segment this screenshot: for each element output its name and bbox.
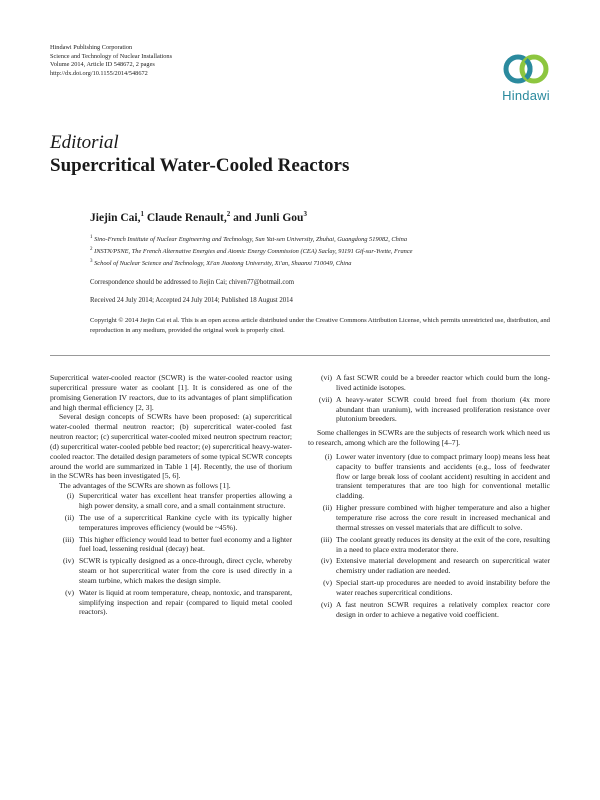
affiliation-sup: 2 bbox=[90, 246, 93, 252]
list-item bbox=[308, 452, 550, 501]
advantages-list bbox=[50, 491, 292, 617]
affiliation-text: Sino-French Institute of Nuclear Engineering and Technology, Sun Yat-sen University, Zhuhai, Guangdong 519082, China bbox=[92, 236, 408, 244]
challenges-list bbox=[308, 452, 550, 620]
list-item bbox=[308, 503, 550, 533]
list-text: A heavy-water SCWR could breed fuel from thorium (4x more abundant than uranium), with increased proliferation resistance over plutonium breeders. bbox=[336, 394, 550, 424]
paragraph: Supercritical water-cooled reactor (SCWR) is the water-cooled reactor using supercritical pressure water as coolant [1]. It is considered as one of the promising Generation IV reactors, due to its advantages of plant simplification and high thermal efficiency [2, 3]. bbox=[50, 373, 292, 412]
list-number: (iii) bbox=[320, 534, 332, 544]
publication-dates: Received 24 July 2014; Accepted 24 July 2014; Published 18 August 2014 bbox=[90, 297, 293, 304]
list-number: (iv) bbox=[321, 556, 332, 566]
list-number: (ii) bbox=[322, 503, 332, 513]
list-number: (ii) bbox=[64, 512, 74, 522]
affiliation-text: School of Nuclear Science and Technology, Xi'an Jiaotong University, Xi'an, Shaanxi 710049, China bbox=[92, 259, 352, 267]
article-title: Supercritical Water-Cooled Reactors bbox=[50, 155, 350, 176]
correspondence: Correspondence should be addressed to Jiejin Cai; chiven77@hotmail.com bbox=[90, 279, 295, 286]
list-number: (vi) bbox=[321, 373, 332, 382]
list-number: (iv) bbox=[63, 556, 74, 566]
article-type: Editorial bbox=[50, 132, 119, 153]
list-item bbox=[50, 491, 292, 511]
list-item bbox=[50, 556, 292, 586]
list-item bbox=[50, 513, 292, 533]
list-text: The coolant greatly reduces its density at the exit of the core, resulting in a need to place extra moderator there. bbox=[336, 534, 550, 554]
list-item bbox=[50, 535, 292, 555]
body-column-right bbox=[308, 373, 550, 621]
list-text: A fast SCWR could be a breeder reactor which could burn the long-lived actinide isotopes. bbox=[336, 373, 550, 392]
list-number: (i) bbox=[66, 491, 74, 501]
list-text: A fast neutron SCWR requires a relatively complex reactor core design in order to achieve a negative void coefficient. bbox=[336, 599, 550, 619]
list-text: Higher pressure combined with higher temperature and also a higher temperature rise across the core result in increased mechanical and thermal stresses on vessel materials that are difficult to solve. bbox=[336, 503, 550, 532]
journal-header bbox=[50, 44, 172, 78]
volume-info: Volume 2014, Article ID 548672, 2 pages bbox=[50, 61, 155, 69]
list-item bbox=[308, 395, 550, 425]
list-text: Lower water inventory (due to compact primary loop) means less heat capacity to buffer transients and accidents (e.g., loss of feedwater flow or large break loss of coolant accident) resulting in accident and transient temperatures that are too high for conventional metallic cladding. bbox=[336, 451, 550, 501]
affiliation-text: INSTN/PSNE, The French Alternative Energies and Atomic Energy Commission (CEA) Saclay, 91191 Gif-sur-Yvette, France bbox=[92, 248, 413, 256]
list-text: The use of a supercritical Rankine cycle with its typically higher temperatures improves efficiency (would be ~45%). bbox=[79, 512, 292, 532]
list-number: (vii) bbox=[318, 394, 332, 404]
affiliation-sup: 3 bbox=[90, 258, 93, 264]
list-item bbox=[308, 600, 550, 620]
author-sup: 3 bbox=[303, 210, 307, 218]
author-sup: 2 bbox=[226, 210, 231, 218]
author-sup: 1 bbox=[140, 210, 144, 218]
author-name[interactable]: Jiejin Cai, bbox=[90, 211, 141, 224]
list-number: (vi) bbox=[321, 599, 332, 609]
list-item bbox=[308, 535, 550, 555]
body-column-left bbox=[50, 373, 292, 619]
author-name[interactable]: Claude Renault, bbox=[143, 211, 227, 224]
list-number: (iii) bbox=[62, 534, 74, 544]
paragraph: The advantages of the SCWRs are shown as follows [1]. bbox=[59, 481, 231, 491]
list-text: Special start-up procedures are needed to avoid instability before the water reaches supercritical conditions. bbox=[336, 578, 550, 597]
affiliations bbox=[90, 233, 413, 269]
list-text: Water is liquid at room temperature, cheap, nontoxic, and transparent, simplifying inspection and repair (compared to liquid metal cooled reactors). bbox=[79, 587, 292, 617]
copyright-notice: Copyright © 2014 Jiejin Cai et al. This is an open access article distributed under the Creative Commons Attribution License, which permits unrestricted use, distribution, and reproduction in any medium, provided the original work is properly cited. bbox=[90, 317, 550, 334]
paragraph: Some challenges in SCWRs are the subjects of research work which need us to research, among which are the following [4–7]. bbox=[308, 428, 550, 448]
advantages-list-continued bbox=[308, 373, 550, 424]
author-name[interactable]: and Junli Gou bbox=[230, 211, 304, 224]
list-text: SCWR is typically designed as a once-through, direct cycle, whereby steam or hot supercritical water from the core is used directly in a steam turbine, which makes the design simple. bbox=[79, 556, 292, 585]
list-item bbox=[308, 373, 550, 393]
affiliation-sup: 1 bbox=[90, 235, 93, 240]
list-number: (i) bbox=[324, 451, 332, 461]
list-item bbox=[308, 556, 550, 576]
hindawi-logo-text: Hindawi bbox=[502, 88, 550, 103]
affiliation-item bbox=[90, 245, 413, 257]
list-text: This higher efficiency would lead to better fuel economy and a lighter fuel load, lessening residual (decay) heat. bbox=[79, 534, 292, 554]
journal-name: Science and Technology of Nuclear Installations bbox=[50, 52, 173, 60]
list-item bbox=[308, 578, 550, 598]
paragraph: Several design concepts of SCWRs have been proposed: (a) supercritical water-cooled thermal neutron reactor; (b) supercritical water-cooled fast neutron reactor; (c) supercritical water-cooled mixed neutron spectrum reactor; (d) supercritical water-cooled pebble bed reactor; (e) supercritical heavy-water-cooled reactor. The detailed design parameters of some typical SCWR concepts around the world are summarized in Table 1 [4]. Recently, the use of thorium in the SCWRs has been investigated [5, 6]. bbox=[50, 412, 292, 481]
publisher-name: Hindawi Publishing Corporation bbox=[50, 44, 133, 51]
list-text: Extensive material development and research on supercritical water chemistry under radiation are needed. bbox=[336, 556, 550, 576]
list-number: (v) bbox=[323, 578, 332, 588]
list-text: Supercritical water has excellent heat transfer properties allowing a high power density, a small core, and a small containment structure. bbox=[79, 491, 292, 510]
section-divider bbox=[50, 355, 550, 356]
doi-link[interactable]: http://dx.doi.org/10.1155/2014/548672 bbox=[50, 69, 148, 77]
author-list bbox=[90, 210, 307, 224]
affiliation-item bbox=[90, 233, 413, 245]
affiliation-item bbox=[90, 257, 413, 269]
list-item bbox=[50, 588, 292, 618]
list-number: (v) bbox=[65, 587, 74, 597]
